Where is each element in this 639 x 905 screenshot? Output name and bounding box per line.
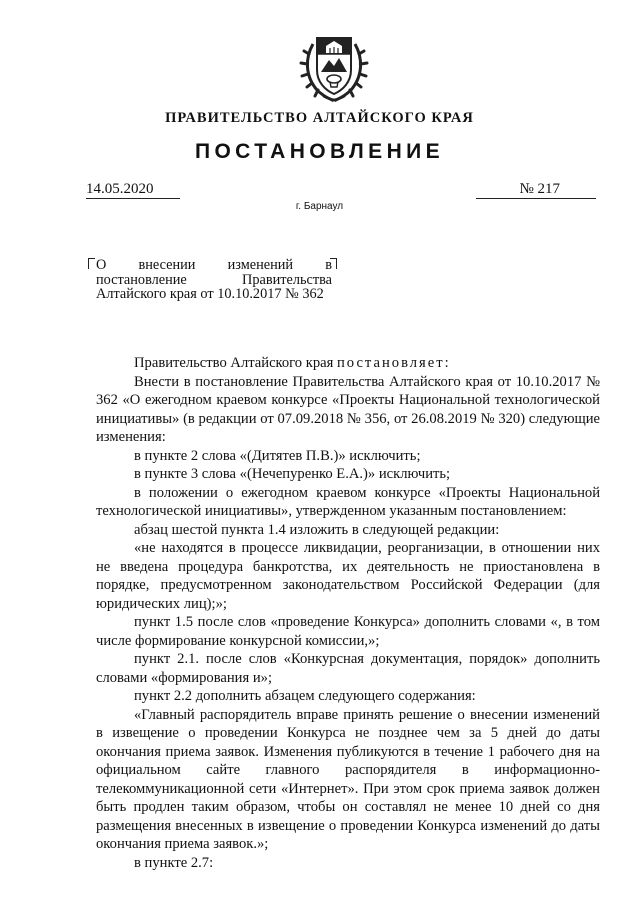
decree-date [86,180,180,199]
decree-clause-spaced: постановляет: [336,355,451,371]
decree-clause-prefix: Правительство Алтайского края [134,355,337,371]
paragraph: пункт 2.1. после слов «Конкурсная документация, порядок» дополнить словами «формирования и»; [96,651,600,686]
subject-corner-left [88,258,95,269]
paragraph: в положении о ежегодном краевом конкурсе «Проекты Национальной технологической инициативы», утвержденном указанным постановлением: [96,484,600,519]
paragraph: «не находятся в процессе ликвидации, реорганизации, в отношении них не введена процедура банкротства, их деятельность не приостановлена в порядке, предусмотренном законодательством Российской Федерации (для юридических лиц);»; [96,540,600,612]
decree-date-text: 14.05.2020 [86,181,154,197]
decree-number [476,180,596,199]
paragraph: пункт 1.5 после слов «проведение Конкурса» дополнить словами «, в том числе формирование конкурсной комиссии,»; [96,614,600,649]
paragraph: абзац шестой пункта 1.4 изложить в следующей редакции: [134,521,500,538]
paragraph: «Главный распорядитель вправе принять решение о внесении изменений в извещение о проведении Конкурса не позднее чем за 5 дней до даты окончания приема заявок. Изменения публикуются в течение 1 рабочего дня на официальном сайте главного распорядителя в информационно-телекоммуникационной сети «Интернет». При этом срок приема заявок должен быть продлен таким образом, чтобы он составлял не менее 10 дней со дня размещения внесенных в извещение о проведении Конкурса изменений до даты окончания приема заявок.»; [96,706,600,852]
decree-number-text: № 217 [519,181,560,197]
document-type-title: ПОСТАНОВЛЕНИЕ [194,140,445,163]
authority-title: ПРАВИТЕЛЬСТВО АЛТАЙСКОГО КРАЯ [165,110,474,126]
paragraph: Внести в постановление Правительства Алтайского края от 10.10.2017 № 362 «О ежегодном краевом конкурсе «Проекты Национальной технологической инициативы» (в редакции от 07.09.2018 № 356, от 26.08.2019 № 320) следующие изменения: [96,373,600,445]
altai-krai-coat-of-arms-icon [299,24,369,104]
paragraph-decree-clause [96,354,600,373]
paragraph: в пункте 2 слова «(Дитятев П.В.)» исключить; [134,447,421,464]
subject-text: О внесении изменений в постановление Правительства Алтайского края от 10.10.2017 № 362 [96,257,332,302]
document-body [96,354,600,872]
city-label: г. Барнаул [295,201,344,212]
paragraph: пункт 2.2 дополнить абзацем следующего содержания: [134,688,476,704]
paragraph: в пункте 3 слова «(Нечепуренко Е.А.)» исключить; [134,466,451,482]
paragraph: в пункте 2.7: [134,854,214,871]
